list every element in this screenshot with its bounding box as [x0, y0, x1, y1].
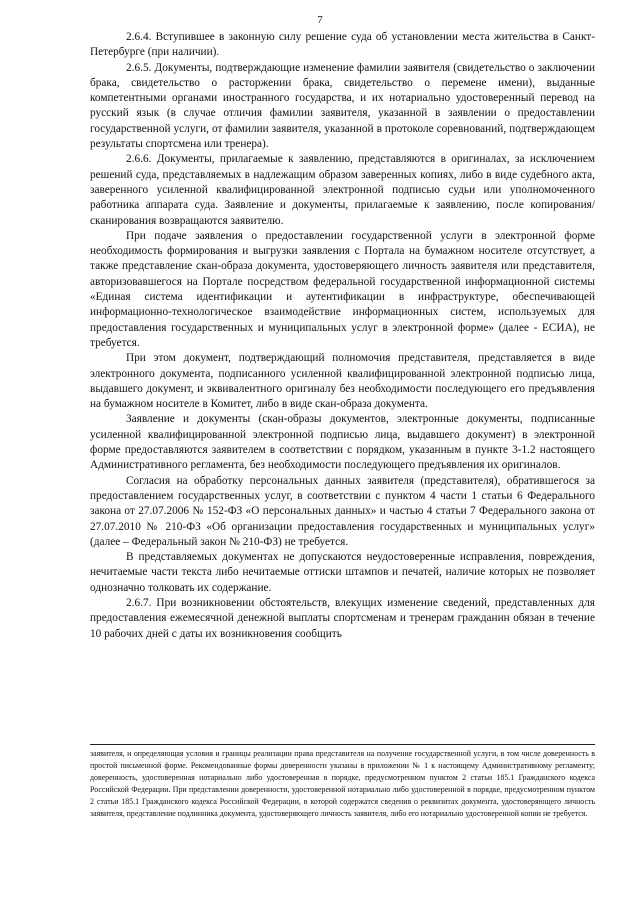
paragraph-2-6-6: 2.6.6. Документы, прилагаемые к заявлению, представляются в оригиналах, за исключением решений суда, представляемых в надлежащим образом заверенных копиях, либо в виде судебного акта, заверенного усиленной квалифицированной электронной подписью судьи или уполномоченного работника аппарата суда. Заявление и документы, прилагаемые к заявлению, после копирования/сканирования возвращаются заявителю. [90, 153, 595, 227]
body-text [90, 30, 595, 642]
paragraph-2-6-4: 2.6.4. Вступившее в законную силу решение суда об установлении места жительства в Санкт-Петербурге (при наличии). [90, 31, 595, 59]
paragraph-corrections-not-allowed: В представляемых документах не допускаются неудостоверенные исправления, повреждения, нечитаемые части текста либо нечитаемые оттиски штампов и печатей, наличие которых не позволяет однозначно толковать их содержание. [90, 551, 595, 594]
paragraph-electronic-submission: При подаче заявления о предоставлении государственной услуги в электронной форме необходимость формирования и выгрузки заявления с Портала на бумажном носителе отсутствует, а также представление скан-образа документа, удостоверяющего личность заявителя или представителя, авторизовавшегося на Портале посредством федеральной государственной информационной системы «Единая система идентификации и аутентификации в инфраструктуре, обеспечивающей информационно-технологическое взаимодействие информационных систем, используемых для предоставления государственных и муниципальных услуг в электронной форме» (далее - ЕСИА), не требуется. [90, 229, 595, 349]
footnote-divider [90, 744, 595, 745]
paragraph-electronic-documents: Заявление и документы (скан-образы документов, электронные документы, подписанные усиленной квалифицированной электронной подписью лица, выдавшего документ) в электронной форме предоставляются заявителем в соответствии с порядком, указанным в пункте 3-1.2 настоящего Административного регламента, без необходимости последующего предъявления их оригиналов. [90, 413, 595, 472]
paragraph-2-6-7: 2.6.7. При возникновении обстоятельств, влекущих изменение сведений, представленных для предоставления ежемесячной денежной выплаты спортсменам и тренерам гражданин обязан в течение 10 рабочих дней с даты их возникновения сообщить [90, 596, 595, 640]
footnote-text: заявителя, и определяющая условия и границы реализации права представителя на получение государственной услуги, в том числе доверенность в простой письменной форме. Рекомендованные формы доверенности указаны в приложении № 1 к настоящему Административному регламенту; доверенность, удостоверенная нотариально либо удостоверенная в порядке, предусмотренном пунктом 2 статьи 185.1 Гражданского кодекса Российской Федерации. При представлении доверенности, удостоверенной нотариально либо удостоверенной в порядке, предусмотренном пунктом 2 статьи 185.1 Гражданского кодекса Российской Федерации, в которой содержатся сведения о реквизитах документа, удостоверяющего личность заявителя, представление подлинника документа, удостоверяющего личность заявителя, либо его нотариально удостоверенной копии не требуется. [90, 749, 595, 818]
footnote [90, 748, 595, 820]
page-number: 7 [317, 14, 323, 26]
paragraph-representative-document: При этом документ, подтверждающий полномочия представителя, представляется в виде электронного документа, подписанного усиленной квалифицированной электронной подписью лица, выдавшего документ, и эквивалентного оригиналу без необходимости последующего его предъявления на бумажном носителе в Комитет, либо в виде скан-образа документа. [90, 352, 595, 411]
paragraph-personal-data-consent: Согласия на обработку персональных данных заявителя (представителя), обратившегося за предоставлением государственных услуг, в соответствии с пунктом 4 части 1 статьи 6 Федерального закона от 27.07.2006 № 152-ФЗ «О персональных данных» и частью 4 статьи 7 Федерального закона от 27.07.2010 № 210-ФЗ «Об организации предоставления государственных и муниципальных услуг» (далее – Федеральный закон № 210-ФЗ) не требуется. [90, 474, 595, 548]
paragraph-2-6-5: 2.6.5. Документы, подтверждающие изменение фамилии заявителя (свидетельство о заключении брака, свидетельство о расторжении брака, свидетельство о перемене имени), выданные компетентными органами иностранного государства, и их нотариально удостоверенный перевод на русский язык (в случае отличия фамилии заявителя, указанной в заявлении о предоставлении государственной услуги, от фамилии заявителя, указанной в протоколе соревнований, подтверждающем результаты спортсмена или тренера). [90, 61, 595, 151]
